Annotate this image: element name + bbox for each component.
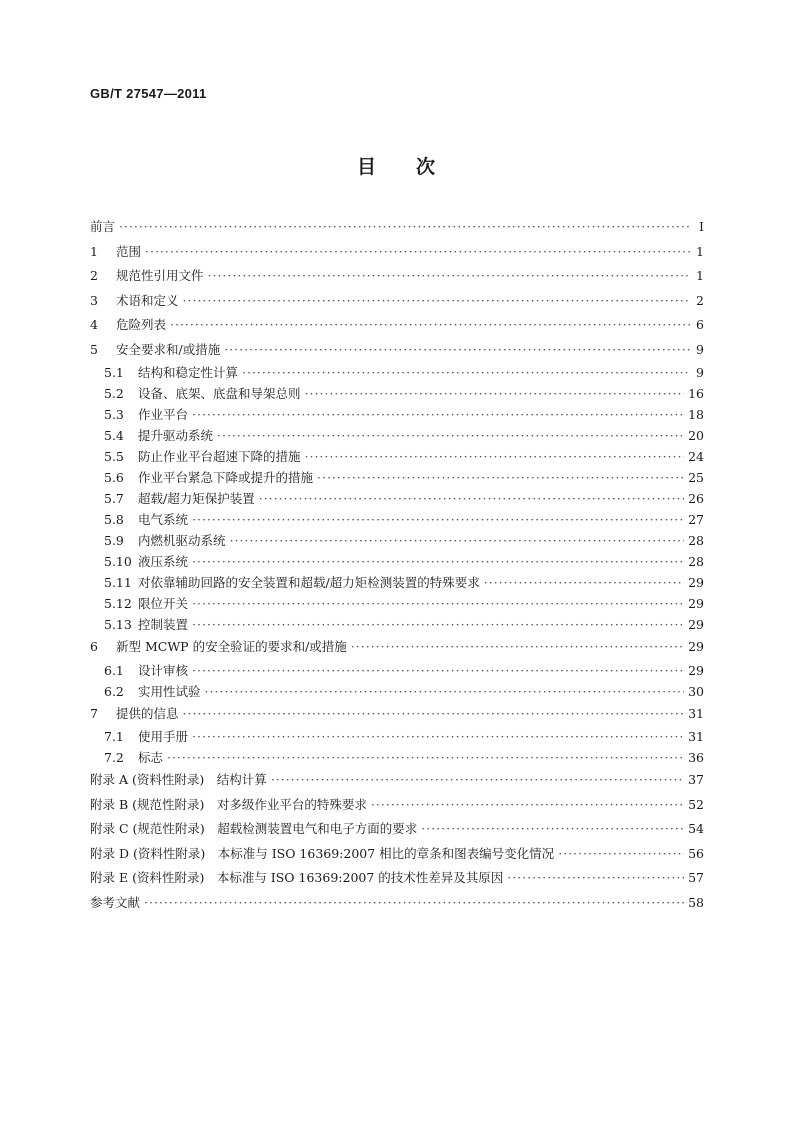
toc-entry-page: 29 <box>688 639 704 654</box>
toc-entry-label: 作业平台紧急下降或提升的措施 <box>138 470 314 485</box>
toc-entry-label: 结构和稳定性计算 <box>138 365 239 380</box>
dot-leader <box>371 793 684 818</box>
toc-entry-label: 附录 E (资料性附录) 本标准与 ISO 16369:2007 的技术性差异及其原因 <box>90 870 504 885</box>
toc-entry[interactable] <box>90 289 704 314</box>
toc-entry-label: 电气系统 <box>138 512 189 527</box>
toc-entry-page: 30 <box>688 683 704 699</box>
toc-entry-label: 危险列表 <box>116 317 167 332</box>
dot-leader <box>183 289 690 314</box>
toc-entry[interactable] <box>90 467 704 488</box>
toc-entry-number: 4 <box>90 317 98 332</box>
toc-entry-page: 54 <box>688 821 704 836</box>
toc-entry-label: 作业平台 <box>138 407 189 422</box>
toc-entry-label: 对依靠辅助回路的安全装置和超载/超力矩检测装置的特殊要求 <box>138 575 480 590</box>
dot-leader <box>230 530 685 551</box>
toc-entry-page: 6 <box>696 317 704 332</box>
toc-entry-label: 安全要求和/或措施 <box>116 341 221 357</box>
toc-entry-label: 提升驱动系统 <box>138 428 214 443</box>
dot-leader <box>192 404 684 425</box>
toc-entry[interactable] <box>90 404 704 425</box>
toc-entry-label: 附录 D (资料性附录) 本标准与 ISO 16369:2007 相比的章条和图表编号变化情况 <box>90 845 555 861</box>
toc-entry-label: 控制装置 <box>138 617 189 632</box>
dot-leader <box>144 891 684 916</box>
toc-entry[interactable] <box>90 768 704 793</box>
dot-leader <box>119 215 690 240</box>
toc-entry[interactable] <box>90 509 704 530</box>
toc-entry-page: 24 <box>688 449 704 464</box>
toc-entry-label: 超载/超力矩保护装置 <box>138 491 255 506</box>
toc-entry-label: 设备、底架、底盘和导架总则 <box>138 386 301 401</box>
toc-entry[interactable] <box>90 681 704 702</box>
dot-leader <box>271 768 684 793</box>
toc-entry[interactable] <box>90 572 704 593</box>
toc-entry-number: 7.2 <box>104 750 124 765</box>
toc-entry[interactable] <box>90 593 704 614</box>
toc-entry-page: 31 <box>688 729 704 744</box>
toc-entry[interactable] <box>90 362 704 383</box>
toc-entry-number: 2 <box>90 268 98 283</box>
toc-entry-label: 规范性引用文件 <box>116 268 204 283</box>
toc-entry-page: 29 <box>688 617 704 632</box>
toc-entry-page: 29 <box>688 575 704 590</box>
toc-entry-page: 29 <box>688 596 704 611</box>
toc-entry-page: 28 <box>688 554 704 569</box>
toc-entry-page: 29 <box>688 662 704 678</box>
toc-entry-page: 57 <box>688 870 704 885</box>
dot-leader <box>224 338 690 363</box>
toc-entry-page: 2 <box>696 292 704 308</box>
dot-leader <box>305 383 685 404</box>
toc-entry-label: 液压系统 <box>138 554 189 569</box>
toc-entry-page: 36 <box>688 750 704 765</box>
toc-entry-page: 9 <box>696 341 704 357</box>
dot-leader <box>208 264 690 289</box>
toc-entry-page: 1 <box>696 268 704 283</box>
toc-entry[interactable] <box>90 446 704 467</box>
toc-entry-number: 7.1 <box>104 729 124 744</box>
toc-entry-label: 标志 <box>138 750 164 765</box>
toc-entry-label: 防止作业平台超速下降的措施 <box>138 449 301 464</box>
toc-entry-page: 9 <box>696 365 704 380</box>
toc-entry-page: 25 <box>688 470 704 485</box>
toc-entry-page: 31 <box>688 705 704 721</box>
toc-entry-number: 7 <box>90 705 98 721</box>
table-of-contents <box>90 215 704 915</box>
dot-leader <box>192 660 684 681</box>
toc-entry[interactable] <box>90 383 704 404</box>
toc-entry-label: 使用手册 <box>138 729 189 744</box>
toc-entry[interactable] <box>90 614 704 635</box>
dot-leader <box>217 425 684 446</box>
toc-entry-number: 5.5 <box>104 449 124 464</box>
toc-entry-page: Ⅰ <box>699 219 704 234</box>
dot-leader <box>170 313 690 338</box>
dot-leader <box>205 681 685 702</box>
toc-entry-label: 新型 MCWP 的安全验证的要求和/或措施 <box>116 639 347 654</box>
toc-entry[interactable] <box>90 635 704 660</box>
toc-entry[interactable] <box>90 264 704 289</box>
toc-entry-number: 5.13 <box>104 617 132 632</box>
toc-entry[interactable] <box>90 425 704 446</box>
toc-entry-number: 6 <box>90 639 98 654</box>
title-char-1: 目 <box>356 156 378 178</box>
toc-entry-number: 5.12 <box>104 596 132 611</box>
toc-entry-number: 3 <box>90 292 98 308</box>
page-title <box>0 152 794 179</box>
toc-entry-number: 5.2 <box>104 386 124 401</box>
dot-leader <box>192 509 684 530</box>
dot-leader <box>192 614 684 635</box>
toc-entry-page: 18 <box>688 407 704 422</box>
toc-entry-number: 5.9 <box>104 533 124 548</box>
toc-entry-number: 5.3 <box>104 407 124 422</box>
toc-entry-number: 5.7 <box>104 491 124 506</box>
toc-entry-number: 5.1 <box>104 365 124 380</box>
title-char-2: 次 <box>416 156 438 178</box>
toc-entry-number: 5.8 <box>104 512 124 527</box>
toc-entry-label: 术语和定义 <box>116 292 179 308</box>
toc-entry[interactable] <box>90 488 704 509</box>
toc-entry[interactable] <box>90 842 704 867</box>
toc-entry-page: 52 <box>688 796 704 812</box>
toc-entry-number: 5.6 <box>104 470 124 485</box>
dot-leader <box>421 817 684 842</box>
toc-entry[interactable] <box>90 240 704 265</box>
dot-leader <box>351 635 684 660</box>
toc-entry-page: 1 <box>696 243 704 259</box>
toc-entry-page: 37 <box>688 772 704 787</box>
toc-entry[interactable] <box>90 660 704 681</box>
toc-entry[interactable] <box>90 793 704 818</box>
toc-entry[interactable] <box>90 313 704 338</box>
toc-entry-label: 内燃机驱动系统 <box>138 533 226 548</box>
toc-entry[interactable] <box>90 726 704 747</box>
toc-entry-page: 28 <box>688 533 704 548</box>
dot-leader <box>507 866 684 891</box>
toc-entry-label: 实用性试验 <box>138 683 201 699</box>
dot-leader <box>242 362 690 383</box>
toc-entry-label: 范围 <box>116 243 142 259</box>
toc-entry-number: 5.10 <box>104 554 132 569</box>
toc-entry-label: 限位开关 <box>138 596 189 611</box>
toc-entry-label: 设计审核 <box>138 662 189 678</box>
toc-entry[interactable] <box>90 338 704 363</box>
dot-leader <box>484 572 684 593</box>
toc-entry[interactable] <box>90 866 704 891</box>
dot-leader <box>192 726 684 747</box>
toc-entry[interactable] <box>90 891 704 916</box>
toc-entry-label: 附录 A (资料性附录) 结构计算 <box>90 772 267 787</box>
dot-leader <box>305 446 685 467</box>
dot-leader <box>317 467 684 488</box>
toc-entry-page: 26 <box>688 491 704 506</box>
toc-entry-label: 附录 B (规范性附录) 对多级作业平台的特殊要求 <box>90 796 367 812</box>
toc-entry[interactable] <box>90 702 704 727</box>
toc-entry[interactable] <box>90 551 704 572</box>
dot-leader <box>183 702 685 727</box>
dot-leader <box>192 593 684 614</box>
toc-entry-number: 1 <box>90 243 98 259</box>
toc-entry[interactable] <box>90 747 704 768</box>
dot-leader <box>558 842 684 867</box>
toc-entry-page: 20 <box>688 428 704 443</box>
toc-entry-number: 6.1 <box>104 662 124 678</box>
toc-entry[interactable] <box>90 215 704 240</box>
toc-entry-number: 5 <box>90 341 98 357</box>
toc-entry-page: 56 <box>688 845 704 861</box>
dot-leader <box>167 747 684 768</box>
toc-entry-page: 27 <box>688 512 704 527</box>
toc-entry-label: 附录 C (规范性附录) 超载检测装置电气和电子方面的要求 <box>90 821 418 836</box>
toc-entry[interactable] <box>90 817 704 842</box>
toc-entry-number: 6.2 <box>104 683 124 699</box>
toc-entry-page: 58 <box>688 894 704 910</box>
standard-code: GB/T 27547—2011 <box>90 86 207 101</box>
toc-entry-number: 5.4 <box>104 428 124 443</box>
dot-leader <box>192 551 684 572</box>
dot-leader <box>145 240 690 265</box>
toc-entry-page: 16 <box>688 386 704 401</box>
toc-entry-label: 提供的信息 <box>116 705 179 721</box>
toc-entry[interactable] <box>90 530 704 551</box>
dot-leader <box>259 488 684 509</box>
toc-entry-label: 前言 <box>90 219 116 234</box>
toc-entry-number: 5.11 <box>104 575 132 590</box>
toc-entry-label: 参考文献 <box>90 894 141 910</box>
